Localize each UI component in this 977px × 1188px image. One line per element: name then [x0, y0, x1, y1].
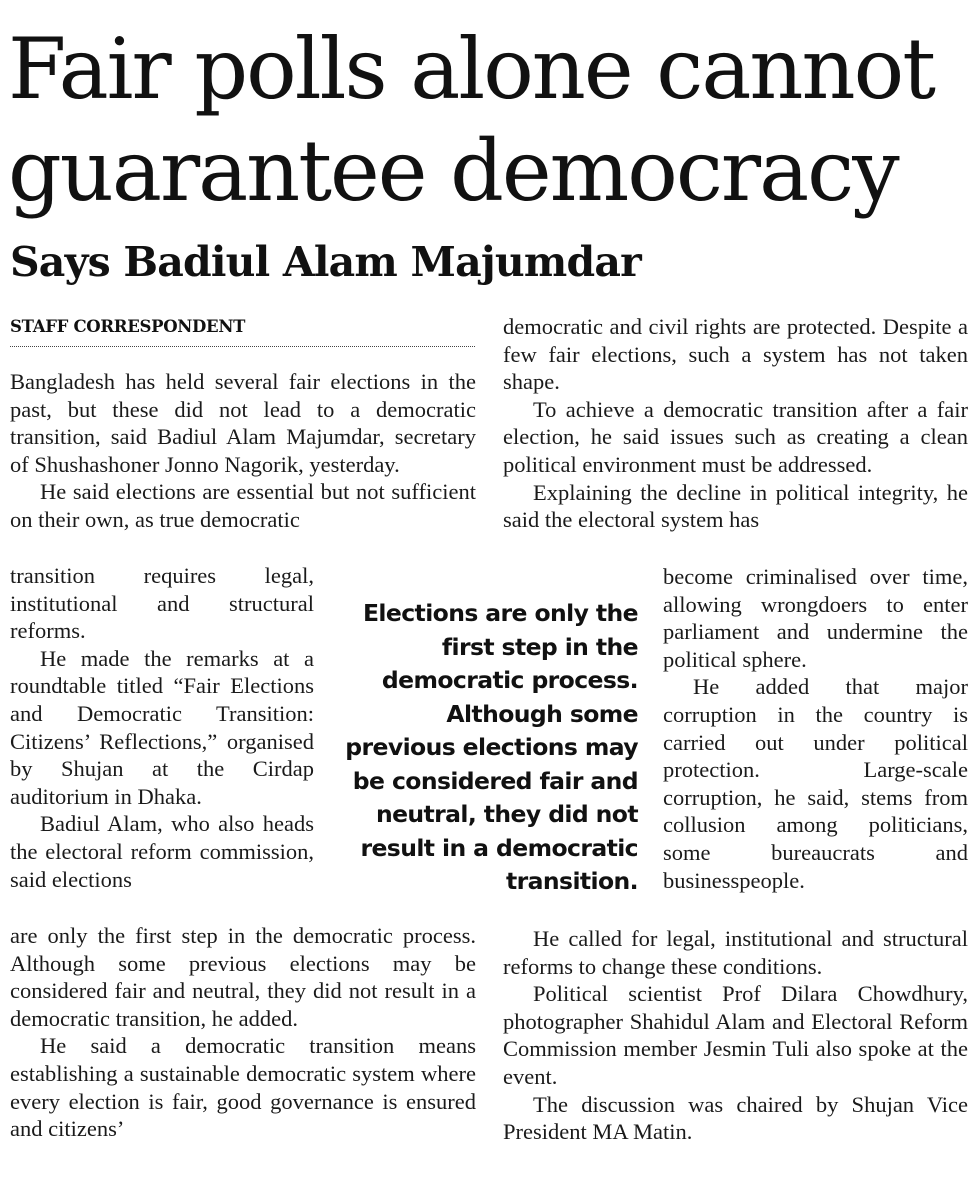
paragraph-continued: democratic and civil rights are protected. Despite a few fair elections, such a system has not taken shape. [503, 314, 968, 395]
paragraph: He called for legal, institutional and structural reforms to change these conditions. [503, 926, 968, 979]
subheadline: Says Badiul Alam Majumdar [10, 238, 641, 286]
paragraph: He added that major corruption in the country is carried out under political protection. Large-scale corruption, he said, stems from collusion among politicians, some bureaucrats and businesspeople. [663, 674, 968, 893]
paragraph: He said elections are essential but not sufficient on their own, as true democratic [10, 479, 476, 532]
paragraph: To achieve a democratic transition after a fair election, he said issues such as creating a clean political environment must be addressed. [503, 396, 968, 477]
byline: STAFF CORRESPONDENT [10, 316, 475, 347]
pull-quote: Elections are only the first step in the democratic process. Although some previous elections may be considered fair and neutral, they did not result in a democratic transition. [345, 599, 638, 895]
paragraph: He said a democratic transition means establishing a sustainable democratic system where every election is fair, good governance is ensured and citizens’ [10, 1033, 476, 1142]
article-column-left-narrow [10, 562, 314, 893]
paragraph: The discussion was chaired by Shujan Vice President MA Matin. [503, 1091, 968, 1145]
article-column-right-bottom [503, 925, 968, 1146]
paragraph-continued: transition requires legal, institutional and structural reforms. [10, 563, 314, 644]
article-column-left-top [10, 368, 476, 534]
article-column-right-narrow [663, 563, 968, 894]
paragraph: Political scientist Prof Dilara Chowdhury, photographer Shahidul Alam and Electoral Reform Commission member Jesmin Tuli also spoke at the event. [503, 981, 968, 1089]
paragraph: Badiul Alam, who also heads the electoral reform commission, said elections [10, 811, 314, 892]
article-column-left-bottom [10, 922, 476, 1143]
paragraph: Explaining the decline in political integrity, he said the electoral system has [503, 479, 968, 533]
paragraph: Bangladesh has held several fair elections in the past, but these did not lead to a democratic transition, said Badiul Alam Majumdar, secretary of Shushashoner Jonno Nagorik, yesterday. [10, 369, 476, 477]
headline: Fair polls alone cannot guarantee democracy [8, 20, 934, 220]
paragraph-continued: are only the first step in the democratic process. Although some previous elections may be considered fair and neutral, they did not result in a democratic transition, he added. [10, 923, 476, 1031]
paragraph: He made the remarks at a roundtable titled “Fair Elections and Democratic Transition: Citizens’ Reflections,” organised by Shujan at the Cirdap auditorium in Dhaka. [10, 645, 314, 809]
article-column-right-top [503, 313, 968, 534]
paragraph-continued: become criminalised over time, allowing wrongdoers to enter parliament and undermine the political sphere. [663, 564, 968, 672]
